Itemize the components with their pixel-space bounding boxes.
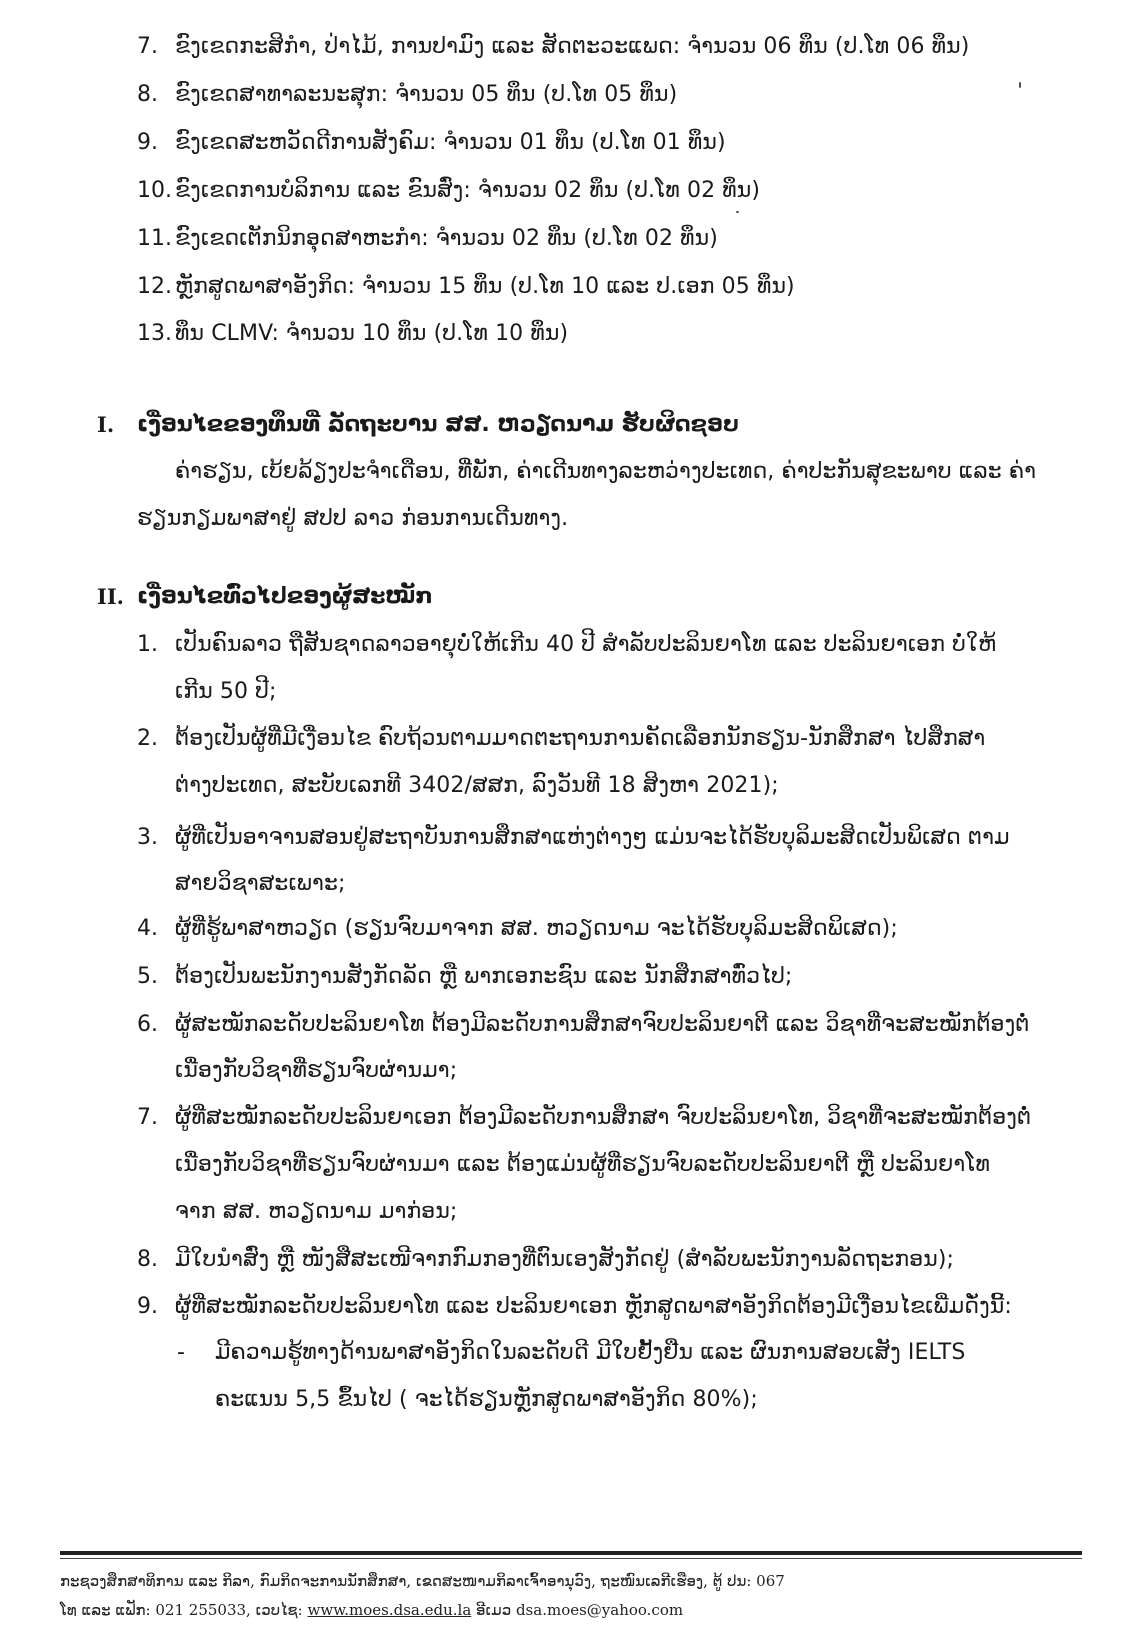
list-number: 9. (137, 130, 158, 155)
list-item-text: ເນື່ອງກັບວິຊາທີ່ຮຽນຈົບຜ່ານມາ; (175, 1058, 458, 1083)
list-item-text: ຂົງເຂດສະຫວັດດີການສັງຄົມ: ຈຳນວນ 01 ທຶນ (ປ.ໂທ 01 ທຶນ) (175, 130, 726, 155)
list-item-text: ສາຍວິຊາສະເພາະ; (175, 871, 346, 896)
scan-speck (736, 211, 739, 213)
section-i-body: ຄ່າຮຽນ, ເບ້ຍລ້ຽງປະຈຳເດືອນ, ທີ່ພັກ, ຄ່າເດີນທາງລະຫວ່າງປະເທດ, ຄ່າປະກັນສຸຂະພາບ ແລະ ຄ່າ (175, 459, 1037, 484)
list-item-text: ຂົງເຂດເຕັກນິກອຸດສາຫະກຳ: ຈຳນວນ 02 ທຶນ (ປ.ໂທ 02 ທຶນ) (175, 226, 718, 251)
list-number: 5. (137, 964, 158, 989)
list-number: 2. (137, 726, 158, 751)
footer-divider (60, 1558, 1082, 1559)
list-number: 7. (137, 34, 158, 59)
list-item-text: ຂົງເຂດສາທາລະນະສຸກ: ຈຳນວນ 05 ທຶນ (ປ.ໂທ 05 ທຶນ) (175, 82, 678, 107)
list-number: 9. (137, 1294, 158, 1319)
list-item-text: ຜູ້ທີ່ສະໝັກລະດັບປະລິນຍາໂທ ແລະ ປະລິນຍາເອກ ຫຼັກສູດພາສາອັງກິດຕ້ອງມີເງື່ອນໄຂເພີ່ມດັ່ງນີ້: (175, 1294, 1012, 1319)
list-item-text: ຕ່າງປະເທດ, ສະບັບເລກທີ 3402/ສສກ, ລົງວັນທີ 18 ສິງຫາ 2021); (175, 773, 779, 798)
section-ii-title: ເງື່ອນໄຂທົ່ວໄປຂອງຜູ້ສະໝັກ (137, 584, 433, 609)
footer-divider (60, 1551, 1082, 1555)
footer-address: ກະຊວງສຶກສາທິການ ແລະ ກິລາ, ກົມກິດຈະການນັກສຶກສາ, ເຂດສະໜາມກິລາເຈົ້າອານຸວົງ, ຖະໜົນເລກີເຮືອງ, ຕູ້ ປນ: 067 (60, 1572, 785, 1590)
email-address[interactable]: dsa.moes@yahoo.com (515, 1601, 684, 1619)
sub-bullet-text: ມີຄວາມຮູ້ທາງດ້ານພາສາອັງກິດໃນລະດັບດີ ມີໃບຢັ້ງຢືນ ແລະ ຜົນການສອບເສັງ IELTS (215, 1340, 966, 1365)
section-i-title: ເງື່ອນໄຂຂອງທຶນທີ່ ລັດຖະບານ ສສ. ຫວຽດນາມ ຮັບຜິດຊອບ (137, 412, 739, 437)
list-number: 6. (137, 1012, 158, 1037)
footer-contact (60, 1599, 683, 1621)
list-number: 12. (137, 274, 172, 299)
list-item-text: ຕ້ອງເປັນຜູ້ທີ່ມີເງື່ອນໄຂ ຄົບຖ້ວນຕາມມາດຕະຖານການຄັດເລືອກນັກຮຽນ-ນັກສຶກສາ ໄປສຶກສາ (175, 726, 986, 751)
sub-bullet-mark: - (177, 1340, 185, 1365)
section-i-number: I. (97, 412, 115, 437)
list-item-text: ຜູ້ທີ່ສະໝັກລະດັບປະລິນຍາເອກ ຕ້ອງມີລະດັບການສຶກສາ ຈົບປະລິນຍາໂທ, ວິຊາທີ່ຈະສະໝັກຕ້ອງຕໍ່ (175, 1105, 1032, 1130)
sub-bullet-text: ຄະແນນ 5,5 ຂຶ້ນໄປ ( ຈະໄດ້ຮຽນຫຼັກສູດພາສາອັງກິດ 80%); (215, 1387, 758, 1412)
list-item-text: ຜູ້ສະໝັກລະດັບປະລິນຍາໂທ ຕ້ອງມີລະດັບການສຶກສາຈົບປະລິນຍາຕີ ແລະ ວິຊາທີ່ຈະສະໝັກຕ້ອງຕໍ່ (175, 1012, 1030, 1037)
list-item-text: ຈາກ ສສ. ຫວຽດນາມ ມາກ່ອນ; (175, 1199, 458, 1224)
footer-phone: ໂທ ແລະ ແຟັກ: 021 255033, ເວບໄຊ: (60, 1601, 308, 1619)
section-ii-number: II. (97, 584, 124, 609)
list-item-text: ເກີນ 50 ປີ; (175, 679, 277, 704)
list-number: 4. (137, 916, 158, 941)
website-link[interactable]: www.moes.dsa.edu.la (307, 1601, 472, 1619)
section-i-body: ຮຽນກຽມພາສາຢູ່ ສປປ ລາວ ກ່ອນການເດີນທາງ. (137, 506, 569, 531)
list-number: 8. (137, 82, 158, 107)
list-item-text: ເນື່ອງກັບວິຊາທີ່ຮຽນຈົບຜ່ານມາ ແລະ ຕ້ອງແມ່ນຜູ້ທີ່ຮຽນຈົບລະດັບປະລິນຍາຕີ ຫຼື ປະລິນຍາໂທ (175, 1152, 991, 1177)
list-number: 1. (137, 632, 158, 657)
list-number: 8. (137, 1247, 158, 1272)
list-number: 3. (137, 825, 158, 850)
list-item-text: ຕ້ອງເປັນພະນັກງານສັງກັດລັດ ຫຼື ພາກເອກະຊົນ ແລະ ນັກສຶກສາທົ່ວໄປ; (175, 964, 793, 989)
list-number: 13. (137, 321, 172, 346)
list-number: 10. (137, 178, 172, 203)
footer-email-label: ອີເມວ (471, 1601, 516, 1619)
list-item-text: ຂົງເຂດການບໍລິການ ແລະ ຂົນສົ່ງ: ຈຳນວນ 02 ທຶນ (ປ.ໂທ 02 ທຶນ) (175, 178, 761, 203)
list-number: 11. (137, 226, 172, 251)
list-number: 7. (137, 1105, 158, 1130)
list-item-text: ທຶນ CLMV: ຈຳນວນ 10 ທຶນ (ປ.ໂທ 10 ທຶນ) (175, 321, 569, 346)
list-item-text: ຫຼັກສູດພາສາອັງກິດ: ຈຳນວນ 15 ທຶນ (ປ.ໂທ 10 ແລະ ປ.ເອກ 05 ທຶນ) (175, 274, 795, 299)
list-item-text: ຜູ້ທີ່ຮູ້ພາສາຫວຽດ (ຮຽນຈົບມາຈາກ ສສ. ຫວຽດນາມ ຈະໄດ້ຮັບບຸລິມະສິດພິເສດ); (175, 916, 898, 941)
list-item-text: ຂົງເຂດກະສິກຳ, ປ່າໄມ້, ການປາມົງ ແລະ ສັດຕະວະແພດ: ຈຳນວນ 06 ທຶນ (ປ.ໂທ 06 ທຶນ) (175, 34, 970, 59)
scan-speck (1019, 82, 1021, 88)
list-item-text: ມີໃບນຳສົ່ງ ຫຼື ໜັງສືສະເໜີຈາກກົມກອງທີ່ຕົນເອງສັງກັດຢູ່ (ສຳລັບພະນັກງານລັດຖະກອນ); (175, 1247, 955, 1272)
list-item-text: ເປັນຄົນລາວ ຖືສັນຊາດລາວອາຍຸບໍ່ໃຫ້ເກີນ 40 ປີ ສຳລັບປະລິນຍາໂທ ແລະ ປະລິນຍາເອກ ບໍ່ໃຫ້ (175, 632, 997, 657)
list-item-text: ຜູ້ທີ່ເປັນອາຈານສອນຢູ່ສະຖາບັນການສຶກສາແຫ່ງຕ່າງໆ ແມ່ນຈະໄດ້ຮັບບຸລິມະສິດເປັນພິເສດ ຕາມ (175, 825, 1010, 850)
